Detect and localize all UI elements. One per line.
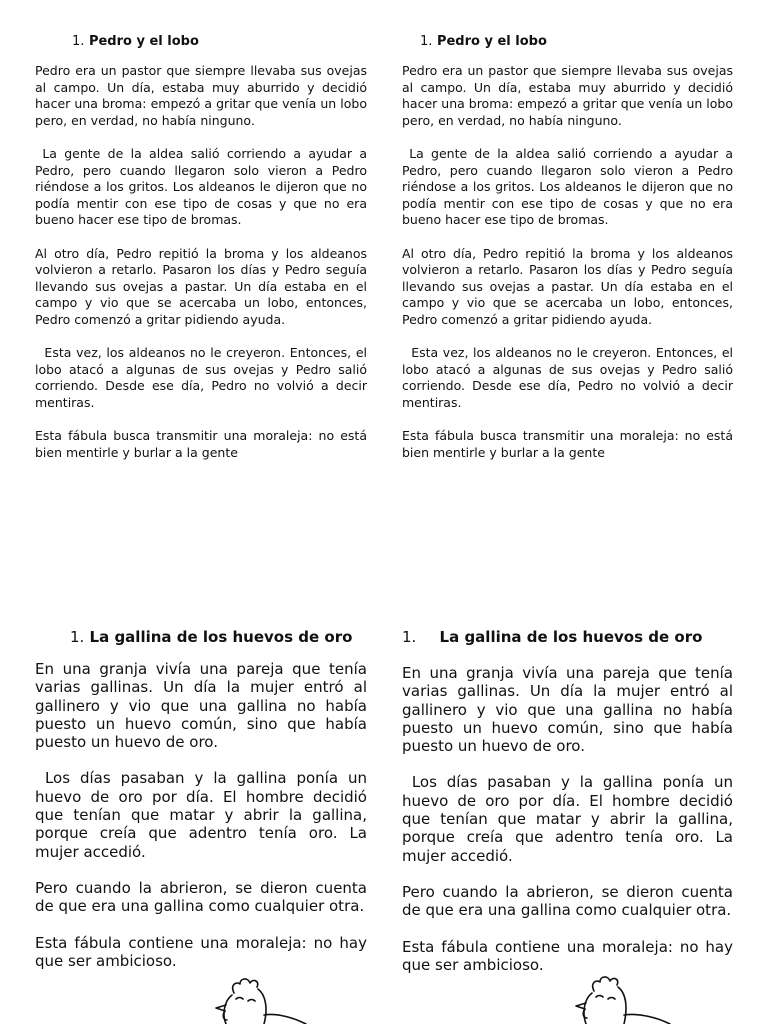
story1-left-paragraph-5: Esta fábula busca transmitir una moraleja: no está bien mentirle y burlar a la gente <box>35 428 367 460</box>
hen-icon <box>566 973 686 1024</box>
story2-right-paragraph-3: Pero cuando la abrieron, se dieron cuenta de que era una gallina como cualquier otra. <box>402 882 733 920</box>
story2-left-paragraph-2: Los días pasaban y la gallina ponía un huevo de oro por día. El hombre decidió que tenían que matar y abrir la gallina, porque creía que adentro tenía oro. La mujer accedió. <box>35 769 372 861</box>
story1-left-heading <box>72 34 199 51</box>
story2-left-title: La gallina de los huevos de oro <box>89 628 353 646</box>
story1-left-number: 1. <box>72 34 85 49</box>
story1-right-heading <box>420 34 547 51</box>
story1-right-number: 1. <box>420 34 433 49</box>
story2-right-body <box>402 664 738 974</box>
story2-right-paragraph-4: Esta fábula contiene una moraleja: no hay que ser ambicioso. <box>402 937 733 974</box>
story1-left-paragraph-2: La gente de la aldea salió corriendo a ayudar a Pedro, pero cuando llegaron solo vieron a Pedro riéndose a los gritos. Los aldeanos le dijeron que no podía mentir con ese tipo de cosas y que no era bueno hacer ese tipo de bromas. <box>35 146 371 227</box>
story2-right-title: La gallina de los huevos de oro <box>439 628 703 646</box>
story1-right-paragraph-1: Pedro era un pastor que siempre llevaba sus ovejas al campo. Un día, estaba muy aburrido y decidió hacer una broma: empezó a gritar que venía un lobo pero, en verdad, no había ninguno. <box>402 63 733 128</box>
story2-left-paragraph-3: Pero cuando la abrieron, se dieron cuenta de que era una gallina como cualquier otra. <box>35 878 367 916</box>
story1-right-paragraph-2: La gente de la aldea salió corriendo a ayudar a Pedro, pero cuando llegaron solo vieron a Pedro riéndose a los gritos. Los aldeanos le dijeron que no podía mentir con ese tipo de cosas y que no era bueno hacer ese tipo de bromas. <box>402 146 737 227</box>
story1-left-paragraph-3: Al otro día, Pedro repitió la broma y los aldeanos volvieron a retarlo. Pasaron los días y Pedro seguía llevando sus ovejas a pastar. Un día estaba en el campo y vio que se acercaba un lobo, entonces, Pedro comenzó a gritar pidiendo ayuda. <box>35 245 367 327</box>
story1-right-title: Pedro y el lobo <box>436 34 547 49</box>
story1-left-body <box>35 63 371 461</box>
story2-right-number: 1. <box>402 628 417 646</box>
story2-left-heading <box>70 628 352 646</box>
story1-right-paragraph-3: Al otro día, Pedro repitió la broma y los aldeanos volvieron a retarlo. Pasaron los días y Pedro seguía llevando sus ovejas a pastar. Un día estaba en el campo y vio que se acercaba un lobo, entonces, Pedro comenzó a gritar pidiendo ayuda. <box>402 245 733 327</box>
story1-right-paragraph-5: Esta fábula busca transmitir una moraleja: no está bien mentirle y burlar a la gente <box>402 428 733 460</box>
story2-left-body <box>35 660 372 970</box>
story2-left-number: 1. <box>70 628 85 646</box>
story2-left-paragraph-4: Esta fábula contiene una moraleja: no hay que ser ambicioso. <box>35 933 367 970</box>
story2-left-paragraph-1: En una granja vivía una pareja que tenía varias gallinas. Un día la mujer entró al gallinero y vio que una gallina no había puesto un huevo común, sino que había puesto un huevo de oro. <box>35 660 367 752</box>
story1-left-paragraph-1: Pedro era un pastor que siempre llevaba sus ovejas al campo. Un día, estaba muy aburrido y decidió hacer una broma: empezó a gritar que venía un lobo pero, en verdad, no había ninguno. <box>35 63 367 128</box>
story2-right-heading <box>402 628 702 646</box>
story1-right-paragraph-4: Esta vez, los aldeanos no le creyeron. Entonces, el lobo atacó a algunas de sus ovejas y Pedro salió corriendo. Desde ese día, Pedro no volvió a decir mentiras. <box>402 345 737 410</box>
story2-right-paragraph-1: En una granja vivía una pareja que tenía varias gallinas. Un día la mujer entró al gallinero y vio que una gallina no había puesto un huevo común, sino que había puesto un huevo de oro. <box>402 664 733 756</box>
story1-right-body <box>402 63 737 461</box>
story1-left-title: Pedro y el lobo <box>88 34 199 49</box>
story1-left-paragraph-4: Esta vez, los aldeanos no le creyeron. Entonces, el lobo atacó a algunas de sus ovejas y Pedro salió corriendo. Desde ese día, Pedro no volvió a decir mentiras. <box>35 345 371 410</box>
story2-right-paragraph-2: Los días pasaban y la gallina ponía un huevo de oro por día. El hombre decidió que tenían que matar y abrir la gallina, porque creía que adentro tenía oro. La mujer accedió. <box>402 773 738 865</box>
hen-icon <box>196 975 316 1024</box>
